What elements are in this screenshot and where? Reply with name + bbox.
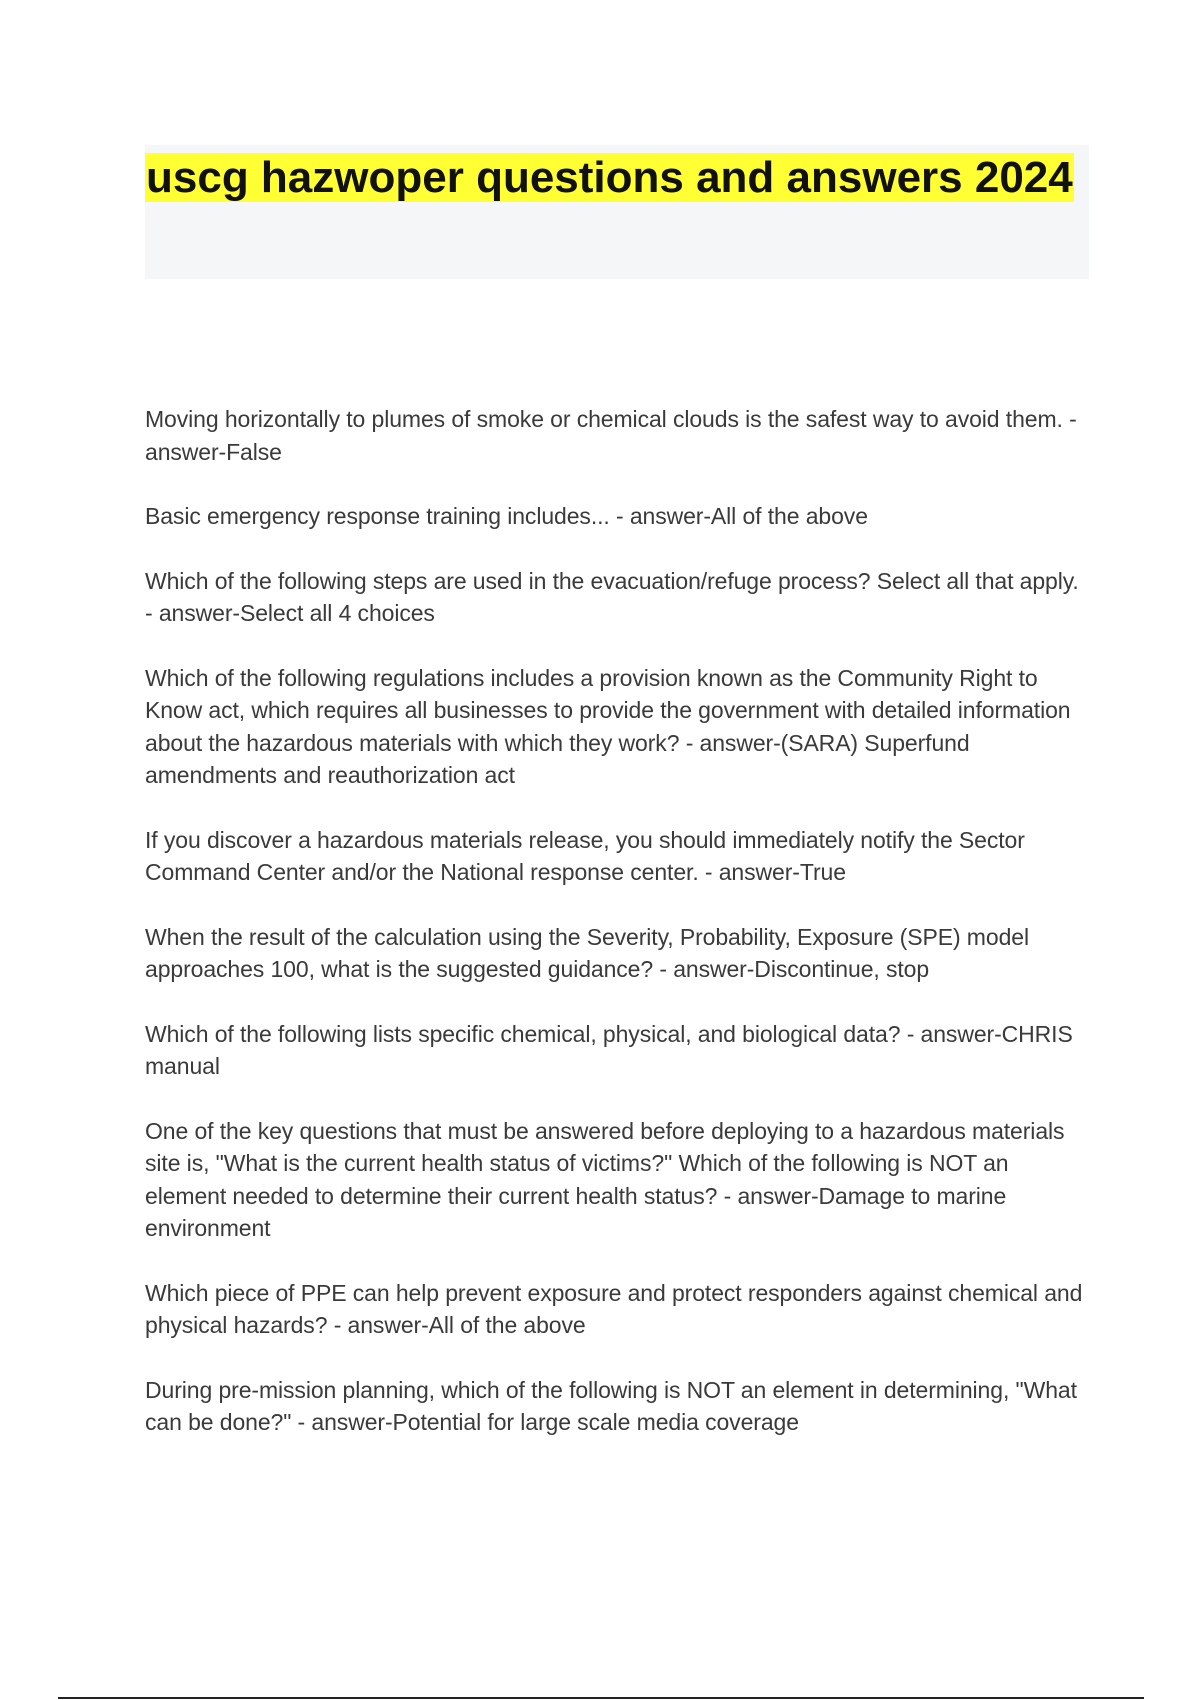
qa-list [145,403,1090,1471]
footer-rule [58,1697,1144,1699]
qa-item-10: During pre-mission planning, which of the following is NOT an element in determining, "What can be done?" - answer-Potential for large scale media coverage [145,1376,1077,1435]
qa-item-6: When the result of the calculation using the Severity, Probability, Exposure (SPE) model approaches 100, what is the suggested guidance? - answer-Discontinue, stop [145,923,1029,982]
qa-item-5: If you discover a hazardous materials release, you should immediately notify the Sector Command Center and/or the National response center. - answer-True [145,826,1025,885]
qa-item-7: Which of the following lists specific chemical, physical, and biological data? - answer-CHRIS manual [145,1020,1073,1079]
qa-item-3: Which of the following steps are used in the evacuation/refuge process? Select all that apply. - answer-Select all 4 choices [145,567,1079,626]
title-highlight: uscg hazwoper questions and answers 2024 [146,153,1073,202]
title-block [145,145,1089,279]
qa-item-1: Moving horizontally to plumes of smoke or chemical clouds is the safest way to avoid them. - answer-False [145,406,1077,465]
document-title [145,145,1089,211]
qa-item-4: Which of the following regulations includes a provision known as the Community Right to Know act, which requires all businesses to provide the government with detailed information about the hazardous materials with which they work? - answer-(SARA) Superfund amendments and reauthorization act [145,664,1071,788]
qa-item-8: One of the key questions that must be answered before deploying to a hazardous materials site is, "What is the current health status of victims?" Which of the following is NOT an element needed to determine their current health status? - answer-Damage to marine environment [145,1117,1065,1241]
qa-item-2: Basic emergency response training includes... - answer-All of the above [145,503,868,529]
qa-item-9: Which piece of PPE can help prevent exposure and protect responders against chemical and physical hazards? - answer-All of the above [145,1279,1083,1338]
